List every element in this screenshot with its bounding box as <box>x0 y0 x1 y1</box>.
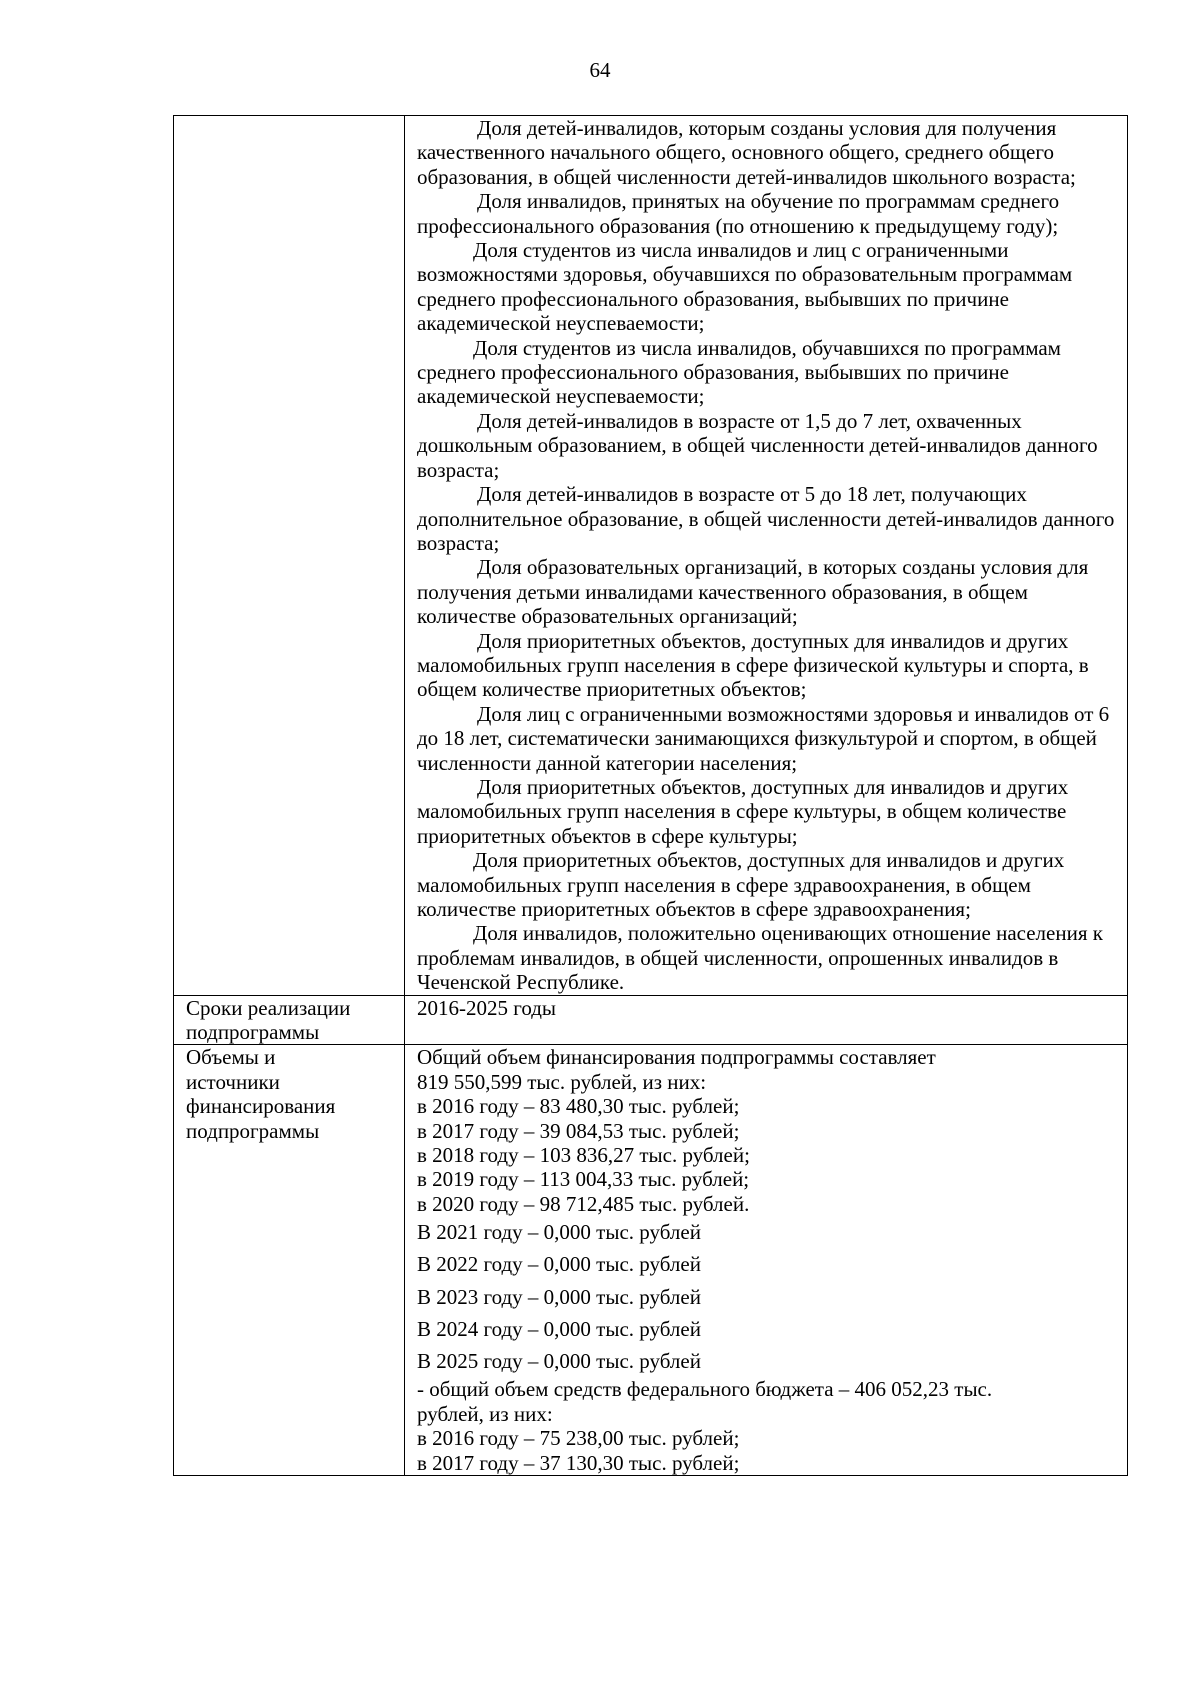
indicator-item: Доля лиц с ограниченными возможностями здоровья и инвалидов от 6 до 18 лет, систематически занимающихся физкультурой и спортом, в общей численности данной категории населения; <box>417 701 1110 775</box>
funding-year-line: В 2021 году – 0,000 тыс. рублей <box>417 1220 701 1245</box>
indicator-item: Доля студентов из числа инвалидов и лиц с ограниченными возможностями здоровья, обучавшихся по образовательным программам среднего профессионального образования, выбывших по причине академической неуспеваемости; <box>417 238 1073 336</box>
funding-year-line: в 2016 году – 83 480,30 тыс. рублей; <box>417 1094 740 1119</box>
funding-value-cell <box>405 1045 1128 1475</box>
federal-year-line: в 2017 году – 37 130,30 тыс. рублей; <box>417 1450 740 1475</box>
timeline-label-line: подпрограммы <box>186 1020 320 1045</box>
funding-year-line: в 2018 году – 103 836,27 тыс. рублей; <box>417 1143 750 1168</box>
funding-year-line: В 2022 году – 0,000 тыс. рублей <box>417 1252 701 1277</box>
timeline-label-cell <box>174 995 405 1045</box>
indicator-item: Доля приоритетных объектов, доступных для инвалидов и других маломобильных групп населения в сфере здравоохранения, в общем количестве приоритетных объектов в сфере здравоохранения; <box>417 848 1065 921</box>
indicator-item: Доля инвалидов, положительно оценивающих отношение населения к проблемам инвалидов, в общей численности, опрошенных инвалидов в Чеченской Республике. <box>417 921 1103 995</box>
indicator-item: Доля приоритетных объектов, доступных для инвалидов и других маломобильных групп населения в сфере культуры, в общем количестве приоритетных объектов в сфере культуры; <box>417 774 1069 848</box>
indicator-item: Доля детей-инвалидов в возрасте от 5 до 18 лет, получающих дополнительное образование, в общей численности детей-инвалидов данного возраста; <box>417 482 1115 555</box>
indicator-item: Доля студентов из числа инвалидов, обучавшихся по программам среднего профессионального образования, выбывших по причине академической неуспеваемости; <box>417 335 1061 409</box>
indicator-item: Доля детей-инвалидов, которым созданы условия для получения качественного начального общего, основного общего, среднего общего образования, в общей численности детей-инвалидов школьного возраста; <box>417 116 1076 189</box>
funding-label-line: финансирования <box>186 1094 336 1119</box>
timeline-value: 2016-2025 годы <box>417 995 557 1020</box>
indicator-item: Доля инвалидов, принятых на обучение по программам среднего профессионального образования (по отношению к предыдущему году); <box>417 189 1060 238</box>
funding-label-line: подпрограммы <box>186 1118 320 1143</box>
page-number: 64 <box>589 58 611 82</box>
funding-year-line: В 2024 году – 0,000 тыс. рублей <box>417 1316 701 1341</box>
indicator-item: Доля детей-инвалидов в возрасте от 1,5 до 7 лет, охваченных дошкольным образованием, в общей численности детей-инвалидов данного возраста; <box>417 408 1098 482</box>
funding-label-cell <box>174 1045 405 1475</box>
timeline-label-line: Сроки реализации <box>186 995 351 1020</box>
funding-total-amount: 819 550,599 тыс. рублей, из них: <box>417 1069 707 1094</box>
funding-year-line: в 2020 году – 98 712,485 тыс. рублей. <box>417 1191 750 1216</box>
funding-year-line: В 2025 году – 0,000 тыс. рублей <box>417 1349 701 1374</box>
federal-budget-total: - общий объем средств федерального бюджета – 406 052,23 тыс. <box>417 1377 993 1402</box>
funding-label-line: источники <box>186 1069 280 1094</box>
indicator-item: Доля приоритетных объектов, доступных для инвалидов и других маломобильных групп населения в сфере физической культуры и спорта, в общем количестве приоритетных объектов; <box>417 628 1089 702</box>
funding-year-line: В 2023 году – 0,000 тыс. рублей <box>417 1284 701 1309</box>
indicators-label-cell <box>174 116 405 996</box>
funding-total-intro: Общий объем финансирования подпрограммы составляет <box>417 1045 936 1070</box>
funding-label-line: Объемы и <box>186 1045 276 1070</box>
indicators-row <box>174 116 1128 996</box>
funding-year-line: в 2019 году – 113 004,33 тыс. рублей; <box>417 1167 750 1192</box>
indicators-value-cell <box>405 116 1128 996</box>
federal-year-line: в 2016 году – 75 238,00 тыс. рублей; <box>417 1426 740 1451</box>
federal-budget-total-cont: рублей, из них: <box>417 1401 553 1426</box>
funding-row <box>174 1045 1128 1475</box>
timeline-row <box>174 995 1128 1045</box>
timeline-value-cell <box>405 995 1128 1045</box>
funding-year-line: в 2017 году – 39 084,53 тыс. рублей; <box>417 1118 740 1143</box>
indicator-item: Доля образовательных организаций, в которых созданы условия для получения детьми инвалидами качественного образования, в общем количестве образовательных организаций; <box>417 555 1089 629</box>
subprogram-passport-table <box>173 115 1128 1476</box>
